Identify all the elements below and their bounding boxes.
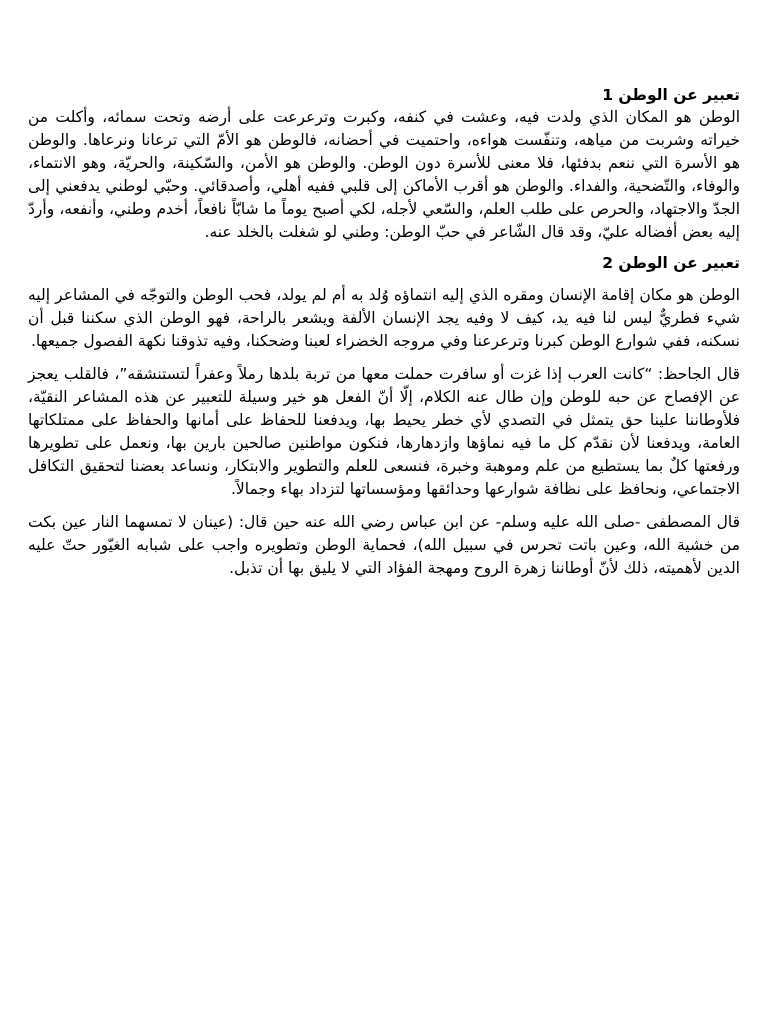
essay-2-title: تعبير عن الوطن 2 (602, 254, 740, 272)
essay-2-paragraph-2: قال الجاحظ: “كانت العرب إذا غزت أو سافرت حملت معها من تربة بلدها رملاً وعفراً لتستنشقه”، فالقلب يعجز عن الإفصاح عن حبه للوطن وإن طال عنه الكلام، إلّا أنّ الفعل هو خير وسيلة للتعبير عن هذه المشاعر النقيّة، فلأوطاننا علينا حق يتمثل في التصدي لأي خطر يحيط بها، ويدفعنا للحفاظ على أمانها والحفاظ على ممتلكاتها العامة، ويدفعنا لأن نقدّم كل ما فيه نماؤها وازدهارها، فنكون مواطنين صالحين بارين بها، ونعمل على تطويرها ورفعتها كلٌ بما يستطيع من علم وموهبة وخبرة، فنسعى للعلم والتطوير والابتكار، ونساعد بعضنا لتحقيق التكافل الاجتماعي، ونحافظ على نظافة شوارعها وحدائقها ومؤسساتها لتزداد بهاء وجمالاً. (28, 365, 740, 498)
document-page (28, 84, 740, 580)
essay-2-paragraph-3: قال المصطفى -صلى الله عليه وسلم- عن ابن عباس رضي الله عنه حين قال: (عينان لا تمسهما النار عين بكت من خشية الله، وعين باتت تحرس في سبيل الله)، فحماية الوطن وتطويره واجب على شبابه الغيّور حتّ عليه الدين لأهميته، ذلك لأنّ أوطاننا زهرة الروح ومهجة الفؤاد التي لا يليق بها أن تذبل. (28, 513, 740, 577)
essay-2-paragraph-1: الوطن هو مكان إقامة الإنسان ومقره الذي إليه انتماؤه وُلد به أم لم يولد، فحب الوطن والتوجّه في المشاعر إليه شيء فطريٌّ ليس لنا فيه يد، كيف لا وفيه يجد الإنسان الألفة ويشعر بالراحة، فهو الوطن الذي سكننا قبل أن نسكنه، ففي شوارع الوطن كبرنا وترعرعنا وفي مروجه الخضراء لعبنا وضحكنا، وفيه تذوقنا نكهة الفصول جميعها. (28, 286, 740, 350)
essay-1-body: الوطن هو المكان الذي ولدت فيه، وعشت في كنفه، وكبرت وترعرعت على أرضه وتحت سمائه، وأكلت من خيراته وشربت من مياهه، وتنفّست هواءه، واحتميت في أحضانه، فالوطن هو الأمّ التي ترعانا ونرعاها. والوطن هو الأسرة التي ننعم بدفئها، فلا معنى للأسرة دون الوطن. والوطن هو الأمن، والسّكينة، والحريّة، وهو الانتماء، والوفاء، والتّضحية، والفداء. والوطن هو أقرب الأماكن إلى قلبي ففيه أهلي، وأصدقائي. وحبّي لوطني يدفعني إلى الجدّ والاجتهاد، والحرص على طلب العلم، والسّعي لأجله، لكي أصبح يوماً ما شابّاً نافعاً، أخدم وطني، وأنفعه، وأردّ إليه بعض أفضاله عليّ، وقد قال الشّاعر في حبّ الوطن: وطني لو شغلت بالخلد عنه. (28, 108, 740, 241)
essay-1-title: تعبير عن الوطن 1 (602, 86, 740, 104)
